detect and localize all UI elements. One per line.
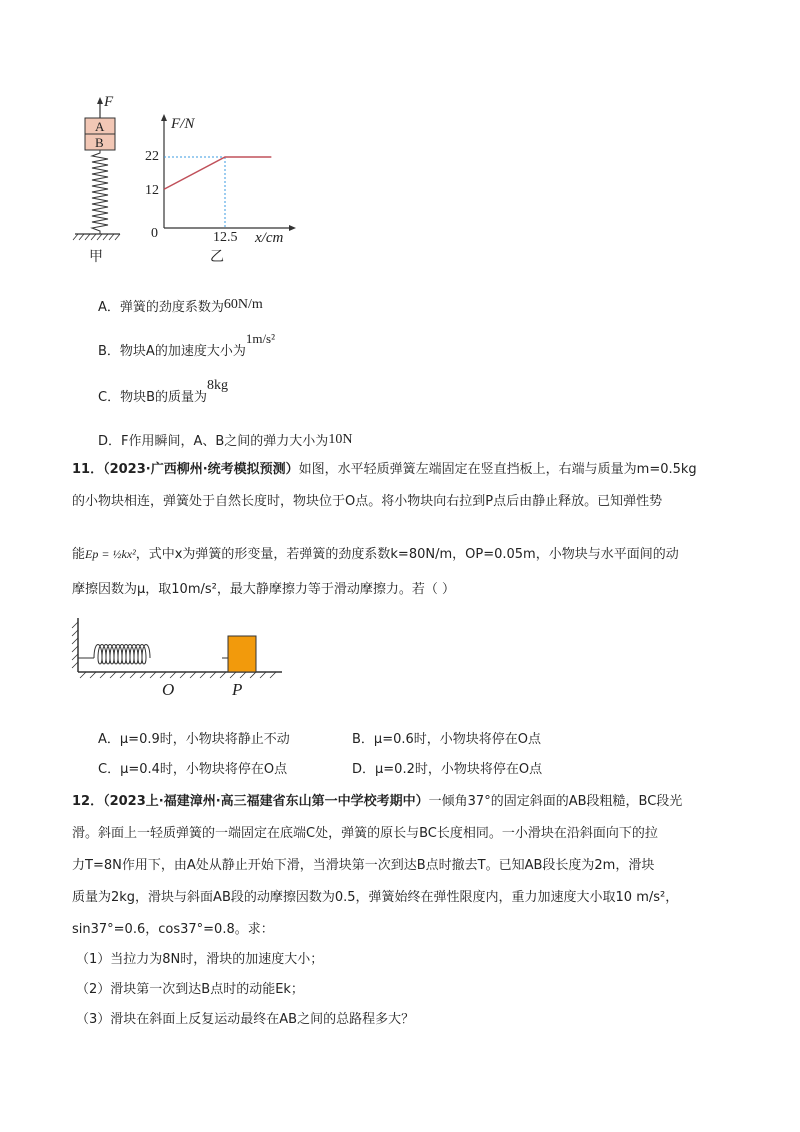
q12-line5: sin37°=0.6，cos37°=0.8。求： — [72, 922, 274, 937]
graph-x-tick-12-5: 12.5 — [213, 230, 238, 245]
spring-block-figure — [70, 95, 140, 265]
q12-line2: 滑。斜面上一轻质弹簧的一端固定在底端C处，弹簧的原长与BC长度相同。一小滑块在沿斜面向下的拉 — [72, 826, 658, 841]
q11-line3: 能Ep = ½kx²，式中x为弹簧的形变量，若弹簧的劲度系数k=80N/m，OP=0.05m，小物块与水平面间的动 — [72, 547, 679, 562]
q12-line3: 力T=8N作用下，由A处从静止开始下滑，当滑块第一次到达B点时撤去T。已知AB段长度为2m，滑块 — [72, 858, 655, 873]
elastic-energy-formula: Ep = ½kx² — [85, 547, 136, 561]
q10-option-b: B．物块A的加速度大小为1m/s² — [98, 331, 276, 359]
q11-option-c: C．μ=0.4时，小物块将停在O点 — [98, 762, 288, 777]
point-o-label: O — [162, 680, 175, 699]
q11-option-d: D．μ=0.2时，小物块将停在O点 — [352, 762, 543, 777]
q12-line4: 质量为2kg，滑块与斜面AB段的动摩擦因数为0.5，弹簧始终在弹性限度内，重力加速度大小取10 m/s²， — [72, 890, 679, 905]
graph-x-label: x/cm — [255, 230, 284, 246]
q11-line2: 的小物块相连，弹簧处于自然长度时，物块位于O点。将小物块向右拉到P点后由静止释放。已知弹性势 — [72, 494, 663, 509]
graph-y-tick-12: 12 — [145, 183, 159, 198]
q12-sub-1: （1）当拉力为8N时，滑块的加速度大小； — [76, 952, 324, 967]
q11-line1: 11．（2023·广西柳州·统考模拟预测）如图，水平轻质弹簧左端固定在竖直挡板上，右端与质量为m=0.5kg — [72, 462, 697, 477]
graph-y-tick-22: 22 — [145, 149, 159, 164]
q12-line1: 12．（2023上·福建漳州·高三福建省东山第一中学校考期中）一倾角37°的固定斜面的AB段粗糙，BC段光 — [72, 794, 683, 809]
horizontal-spring-figure — [70, 610, 290, 682]
q11-option-a: A．μ=0.9时，小物块将静止不动 — [98, 732, 290, 747]
q10-option-d: D．F作用瞬间，A、B之间的弹力大小为10N — [98, 432, 353, 449]
figure-caption-jia: 甲 — [89, 249, 103, 265]
graph-origin: 0 — [151, 226, 158, 241]
q11-option-b: B．μ=0.6时，小物块将停在O点 — [352, 732, 541, 747]
figure-caption-yi: 乙 — [210, 249, 224, 265]
graph-y-label: F/N — [171, 116, 195, 132]
force-series-line — [164, 157, 271, 189]
q12-sub-2: （2）滑块第一次到达B点时的动能Ek； — [76, 982, 304, 997]
q12-sub-3: （3）滑块在斜面上反复运动最终在AB之间的总路程多大？ — [76, 1012, 415, 1027]
force-label: F — [104, 94, 114, 110]
block-b-label: B — [95, 135, 104, 150]
point-p-label: P — [232, 680, 243, 699]
block-a-label: A — [95, 119, 105, 134]
q10-option-a: A．弹簧的劲度系数为60N/m — [98, 297, 263, 315]
q11-line4: 摩擦因数为μ，取10m/s²，最大静摩擦力等于滑动摩擦力。若（ ） — [72, 582, 455, 597]
q10-option-c: C．物块B的质量为8kg — [98, 378, 228, 405]
